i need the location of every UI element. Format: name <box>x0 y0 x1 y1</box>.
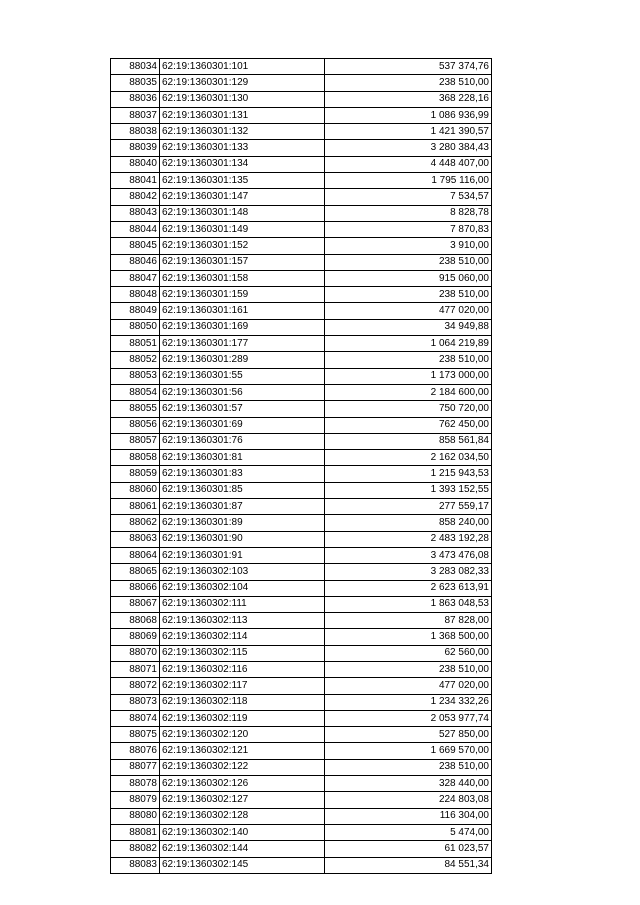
value-cell: 328 440,00 <box>325 776 492 792</box>
cadastral-number-cell: 62:19:1360302:115 <box>160 645 325 661</box>
row-number-cell: 88067 <box>111 596 160 612</box>
table-row <box>111 580 492 596</box>
table-row <box>111 319 492 335</box>
row-number-cell: 88050 <box>111 319 160 335</box>
cadastral-number-cell: 62:19:1360302:103 <box>160 564 325 580</box>
cadastral-number-cell: 62:19:1360301:57 <box>160 401 325 417</box>
cadastral-number-cell: 62:19:1360301:87 <box>160 499 325 515</box>
value-cell: 368 228,16 <box>325 91 492 107</box>
table-row <box>111 564 492 580</box>
cadastral-number-cell: 62:19:1360301:129 <box>160 75 325 91</box>
cadastral-number-cell: 62:19:1360301:131 <box>160 107 325 123</box>
value-cell: 1 669 570,00 <box>325 743 492 759</box>
cadastral-number-cell: 62:19:1360302:116 <box>160 661 325 677</box>
cadastral-number-cell: 62:19:1360302:127 <box>160 792 325 808</box>
cadastral-number-cell: 62:19:1360301:101 <box>160 59 325 75</box>
cadastral-number-cell: 62:19:1360301:157 <box>160 254 325 270</box>
row-number-cell: 88036 <box>111 91 160 107</box>
row-number-cell: 88035 <box>111 75 160 91</box>
cadastral-number-cell: 62:19:1360301:81 <box>160 450 325 466</box>
cadastral-number-cell: 62:19:1360301:289 <box>160 352 325 368</box>
value-cell: 277 559,17 <box>325 499 492 515</box>
cadastral-number-cell: 62:19:1360301:177 <box>160 336 325 352</box>
cadastral-number-cell: 62:19:1360301:76 <box>160 433 325 449</box>
table-body <box>111 59 492 874</box>
table-row <box>111 205 492 221</box>
value-cell: 1 368 500,00 <box>325 629 492 645</box>
row-number-cell: 88042 <box>111 189 160 205</box>
table-row <box>111 629 492 645</box>
table-row <box>111 384 492 400</box>
row-number-cell: 88039 <box>111 140 160 156</box>
value-cell: 238 510,00 <box>325 254 492 270</box>
value-cell: 477 020,00 <box>325 303 492 319</box>
value-cell: 3 280 384,43 <box>325 140 492 156</box>
cadastral-number-cell: 62:19:1360302:114 <box>160 629 325 645</box>
value-cell: 238 510,00 <box>325 352 492 368</box>
row-number-cell: 88052 <box>111 352 160 368</box>
row-number-cell: 88043 <box>111 205 160 221</box>
row-number-cell: 88071 <box>111 661 160 677</box>
value-cell: 2 053 977,74 <box>325 710 492 726</box>
cadastral-number-cell: 62:19:1360302:140 <box>160 824 325 840</box>
table-row <box>111 792 492 808</box>
table-row <box>111 710 492 726</box>
row-number-cell: 88040 <box>111 156 160 172</box>
table-row <box>111 91 492 107</box>
row-number-cell: 88070 <box>111 645 160 661</box>
value-cell: 1 215 943,53 <box>325 466 492 482</box>
value-cell: 8 828,78 <box>325 205 492 221</box>
value-cell: 750 720,00 <box>325 401 492 417</box>
table-row <box>111 368 492 384</box>
row-number-cell: 88078 <box>111 776 160 792</box>
cadastral-number-cell: 62:19:1360301:169 <box>160 319 325 335</box>
cadastral-number-cell: 62:19:1360301:85 <box>160 482 325 498</box>
value-cell: 61 023,57 <box>325 841 492 857</box>
document-page <box>110 58 491 874</box>
table-row <box>111 140 492 156</box>
cadastral-number-cell: 62:19:1360301:159 <box>160 287 325 303</box>
row-number-cell: 88076 <box>111 743 160 759</box>
cadastral-value-table <box>110 58 492 874</box>
table-row <box>111 450 492 466</box>
row-number-cell: 88081 <box>111 824 160 840</box>
cadastral-number-cell: 62:19:1360301:69 <box>160 417 325 433</box>
cadastral-number-cell: 62:19:1360301:133 <box>160 140 325 156</box>
cadastral-number-cell: 62:19:1360301:91 <box>160 547 325 563</box>
table-row <box>111 156 492 172</box>
table-row <box>111 841 492 857</box>
table-row <box>111 401 492 417</box>
table-row <box>111 270 492 286</box>
cadastral-number-cell: 62:19:1360302:118 <box>160 694 325 710</box>
table-row <box>111 824 492 840</box>
table-row <box>111 759 492 775</box>
table-row <box>111 645 492 661</box>
table-row <box>111 694 492 710</box>
row-number-cell: 88051 <box>111 336 160 352</box>
row-number-cell: 88079 <box>111 792 160 808</box>
row-number-cell: 88080 <box>111 808 160 824</box>
cadastral-number-cell: 62:19:1360302:111 <box>160 596 325 612</box>
value-cell: 7 870,83 <box>325 221 492 237</box>
value-cell: 537 374,76 <box>325 59 492 75</box>
cadastral-number-cell: 62:19:1360302:126 <box>160 776 325 792</box>
row-number-cell: 88046 <box>111 254 160 270</box>
value-cell: 915 060,00 <box>325 270 492 286</box>
cadastral-number-cell: 62:19:1360302:144 <box>160 841 325 857</box>
row-number-cell: 88082 <box>111 841 160 857</box>
row-number-cell: 88072 <box>111 678 160 694</box>
value-cell: 1 393 152,55 <box>325 482 492 498</box>
table-row <box>111 547 492 563</box>
table-row <box>111 124 492 140</box>
table-row <box>111 352 492 368</box>
cadastral-number-cell: 62:19:1360301:149 <box>160 221 325 237</box>
table-row <box>111 776 492 792</box>
row-number-cell: 88054 <box>111 384 160 400</box>
value-cell: 527 850,00 <box>325 727 492 743</box>
row-number-cell: 88057 <box>111 433 160 449</box>
table-row <box>111 482 492 498</box>
value-cell: 762 450,00 <box>325 417 492 433</box>
table-row <box>111 661 492 677</box>
table-row <box>111 531 492 547</box>
value-cell: 238 510,00 <box>325 287 492 303</box>
value-cell: 2 184 600,00 <box>325 384 492 400</box>
cadastral-number-cell: 62:19:1360301:161 <box>160 303 325 319</box>
table-row <box>111 678 492 694</box>
cadastral-number-cell: 62:19:1360302:120 <box>160 727 325 743</box>
cadastral-number-cell: 62:19:1360301:55 <box>160 368 325 384</box>
row-number-cell: 88049 <box>111 303 160 319</box>
value-cell: 1 863 048,53 <box>325 596 492 612</box>
cadastral-number-cell: 62:19:1360301:147 <box>160 189 325 205</box>
row-number-cell: 88083 <box>111 857 160 873</box>
table-row <box>111 417 492 433</box>
value-cell: 1 173 000,00 <box>325 368 492 384</box>
row-number-cell: 88055 <box>111 401 160 417</box>
value-cell: 238 510,00 <box>325 75 492 91</box>
row-number-cell: 88077 <box>111 759 160 775</box>
row-number-cell: 88063 <box>111 531 160 547</box>
row-number-cell: 88056 <box>111 417 160 433</box>
value-cell: 1 234 332,26 <box>325 694 492 710</box>
cadastral-number-cell: 62:19:1360302:113 <box>160 613 325 629</box>
value-cell: 116 304,00 <box>325 808 492 824</box>
row-number-cell: 88065 <box>111 564 160 580</box>
value-cell: 84 551,34 <box>325 857 492 873</box>
cadastral-number-cell: 62:19:1360301:132 <box>160 124 325 140</box>
table-row <box>111 254 492 270</box>
value-cell: 224 803,08 <box>325 792 492 808</box>
value-cell: 3 283 082,33 <box>325 564 492 580</box>
cadastral-number-cell: 62:19:1360301:158 <box>160 270 325 286</box>
value-cell: 477 020,00 <box>325 678 492 694</box>
table-row <box>111 189 492 205</box>
cadastral-number-cell: 62:19:1360301:90 <box>160 531 325 547</box>
table-row <box>111 727 492 743</box>
value-cell: 34 949,88 <box>325 319 492 335</box>
value-cell: 858 240,00 <box>325 515 492 531</box>
cadastral-number-cell: 62:19:1360301:135 <box>160 173 325 189</box>
value-cell: 238 510,00 <box>325 661 492 677</box>
value-cell: 3 473 476,08 <box>325 547 492 563</box>
table-row <box>111 466 492 482</box>
cadastral-number-cell: 62:19:1360302:121 <box>160 743 325 759</box>
table-row <box>111 59 492 75</box>
value-cell: 1 064 219,89 <box>325 336 492 352</box>
table-row <box>111 596 492 612</box>
cadastral-number-cell: 62:19:1360302:119 <box>160 710 325 726</box>
cadastral-number-cell: 62:19:1360301:89 <box>160 515 325 531</box>
cadastral-number-cell: 62:19:1360301:83 <box>160 466 325 482</box>
cadastral-number-cell: 62:19:1360301:56 <box>160 384 325 400</box>
row-number-cell: 88059 <box>111 466 160 482</box>
row-number-cell: 88045 <box>111 238 160 254</box>
value-cell: 87 828,00 <box>325 613 492 629</box>
table-row <box>111 107 492 123</box>
cadastral-number-cell: 62:19:1360301:134 <box>160 156 325 172</box>
cadastral-number-cell: 62:19:1360302:145 <box>160 857 325 873</box>
table-row <box>111 238 492 254</box>
table-row <box>111 287 492 303</box>
table-row <box>111 433 492 449</box>
cadastral-number-cell: 62:19:1360302:104 <box>160 580 325 596</box>
table-row <box>111 613 492 629</box>
table-row <box>111 303 492 319</box>
cadastral-number-cell: 62:19:1360301:130 <box>160 91 325 107</box>
row-number-cell: 88073 <box>111 694 160 710</box>
table-row <box>111 221 492 237</box>
table-row <box>111 173 492 189</box>
row-number-cell: 88075 <box>111 727 160 743</box>
cadastral-number-cell: 62:19:1360302:122 <box>160 759 325 775</box>
value-cell: 3 910,00 <box>325 238 492 254</box>
value-cell: 1 086 936,99 <box>325 107 492 123</box>
cadastral-number-cell: 62:19:1360301:152 <box>160 238 325 254</box>
row-number-cell: 88044 <box>111 221 160 237</box>
value-cell: 5 474,00 <box>325 824 492 840</box>
value-cell: 7 534,57 <box>325 189 492 205</box>
row-number-cell: 88069 <box>111 629 160 645</box>
row-number-cell: 88058 <box>111 450 160 466</box>
table-row <box>111 808 492 824</box>
table-row <box>111 336 492 352</box>
row-number-cell: 88068 <box>111 613 160 629</box>
table-row <box>111 857 492 873</box>
row-number-cell: 88048 <box>111 287 160 303</box>
cadastral-number-cell: 62:19:1360301:148 <box>160 205 325 221</box>
row-number-cell: 88047 <box>111 270 160 286</box>
row-number-cell: 88038 <box>111 124 160 140</box>
value-cell: 858 561,84 <box>325 433 492 449</box>
row-number-cell: 88061 <box>111 499 160 515</box>
row-number-cell: 88060 <box>111 482 160 498</box>
row-number-cell: 88034 <box>111 59 160 75</box>
row-number-cell: 88074 <box>111 710 160 726</box>
row-number-cell: 88064 <box>111 547 160 563</box>
row-number-cell: 88041 <box>111 173 160 189</box>
row-number-cell: 88062 <box>111 515 160 531</box>
row-number-cell: 88053 <box>111 368 160 384</box>
row-number-cell: 88037 <box>111 107 160 123</box>
row-number-cell: 88066 <box>111 580 160 596</box>
value-cell: 238 510,00 <box>325 759 492 775</box>
value-cell: 2 623 613,91 <box>325 580 492 596</box>
table-row <box>111 515 492 531</box>
value-cell: 1 795 116,00 <box>325 173 492 189</box>
table-row <box>111 743 492 759</box>
value-cell: 62 560,00 <box>325 645 492 661</box>
value-cell: 2 483 192,28 <box>325 531 492 547</box>
value-cell: 2 162 034,50 <box>325 450 492 466</box>
cadastral-number-cell: 62:19:1360302:128 <box>160 808 325 824</box>
table-row <box>111 499 492 515</box>
cadastral-number-cell: 62:19:1360302:117 <box>160 678 325 694</box>
value-cell: 1 421 390,57 <box>325 124 492 140</box>
table-row <box>111 75 492 91</box>
value-cell: 4 448 407,00 <box>325 156 492 172</box>
